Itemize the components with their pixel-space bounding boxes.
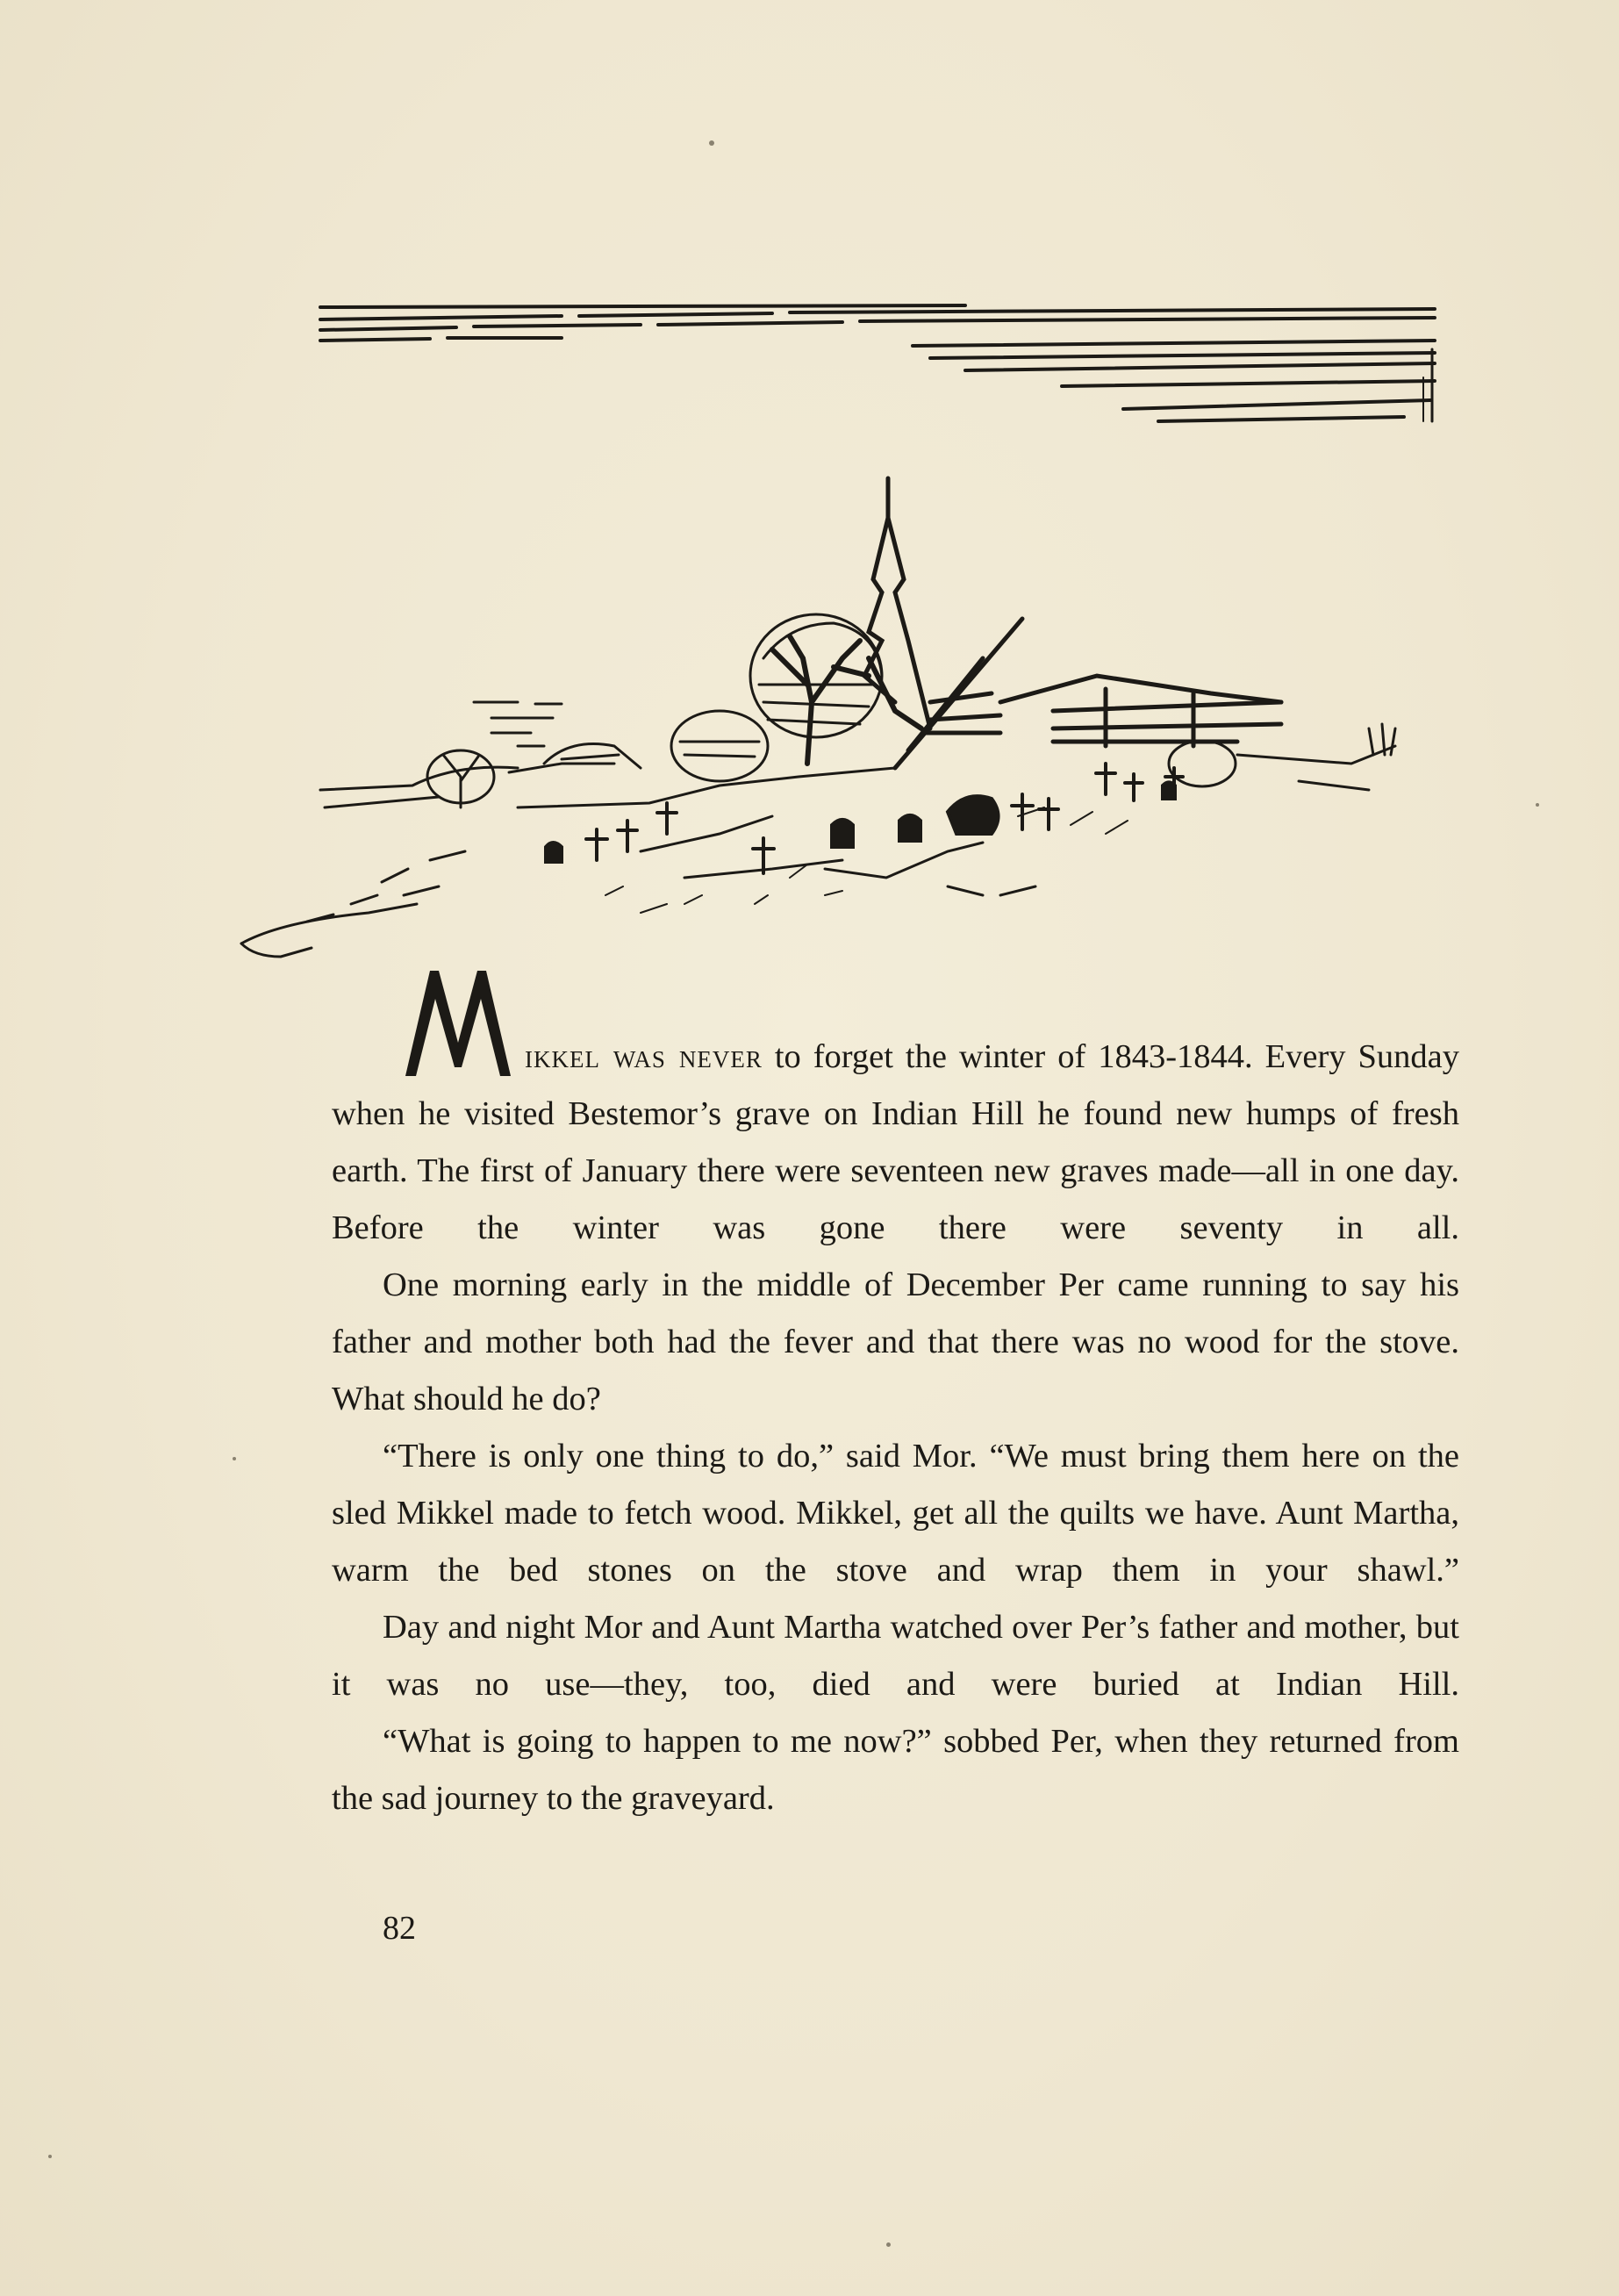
page-number: 82 — [383, 1910, 416, 1947]
bush — [671, 711, 768, 781]
bare-tree — [772, 636, 869, 764]
paper-speck — [709, 140, 714, 146]
right-bushes — [1169, 724, 1395, 790]
paper-speck — [233, 1457, 236, 1460]
dark-tree-mass — [948, 796, 999, 834]
story-text — [332, 1029, 1459, 1827]
paragraph-5: “What is going to happen to me now?” sobbed Per, when they returned from the sad journey to the graveyard. — [332, 1723, 1459, 1817]
path-curve — [241, 869, 417, 957]
opening-paragraph-text: to forget the winter of 1843-1844. Every Sunday when he visited Bestemor’s grave on Indian Hill he found new humps of fresh earth. The first of January there were seventeen new graves made—all in one day. Before the winter was gone there were seventy in all. — [332, 1038, 1459, 1246]
opening-paragraph — [332, 1029, 1459, 1257]
paper-speck — [1536, 803, 1539, 807]
paper-speck — [48, 2155, 52, 2158]
opening-smallcaps: ikkel was never — [525, 1038, 763, 1075]
sky-lines — [320, 305, 1435, 421]
paragraph-3: “There is only one thing to do,” said Mor. “We must bring them here on the sled Mikkel made to fetch wood. Mikkel, get all the quilts we have. Aunt Martha, warm the bed stones on the stove and wrap them in your shawl.” — [332, 1438, 1459, 1589]
paper-speck — [886, 2242, 891, 2247]
winter-graveyard-illustration — [228, 290, 1457, 1080]
small-tree-left — [427, 750, 494, 807]
grave-cross — [586, 764, 1183, 873]
paragraph-4: Day and night Mor and Aunt Martha watched over Per’s father and mother, but it was no use—they, too, died and were buried at Indian Hill. — [332, 1609, 1459, 1703]
paragraph-2: One morning early in the middle of December Per came running to say his father and mother both had the fever and that there was no wood for the stove. What should he do? — [332, 1266, 1459, 1417]
hill-slope — [404, 768, 1035, 895]
headstone — [546, 783, 1175, 863]
church-spire — [864, 478, 930, 728]
